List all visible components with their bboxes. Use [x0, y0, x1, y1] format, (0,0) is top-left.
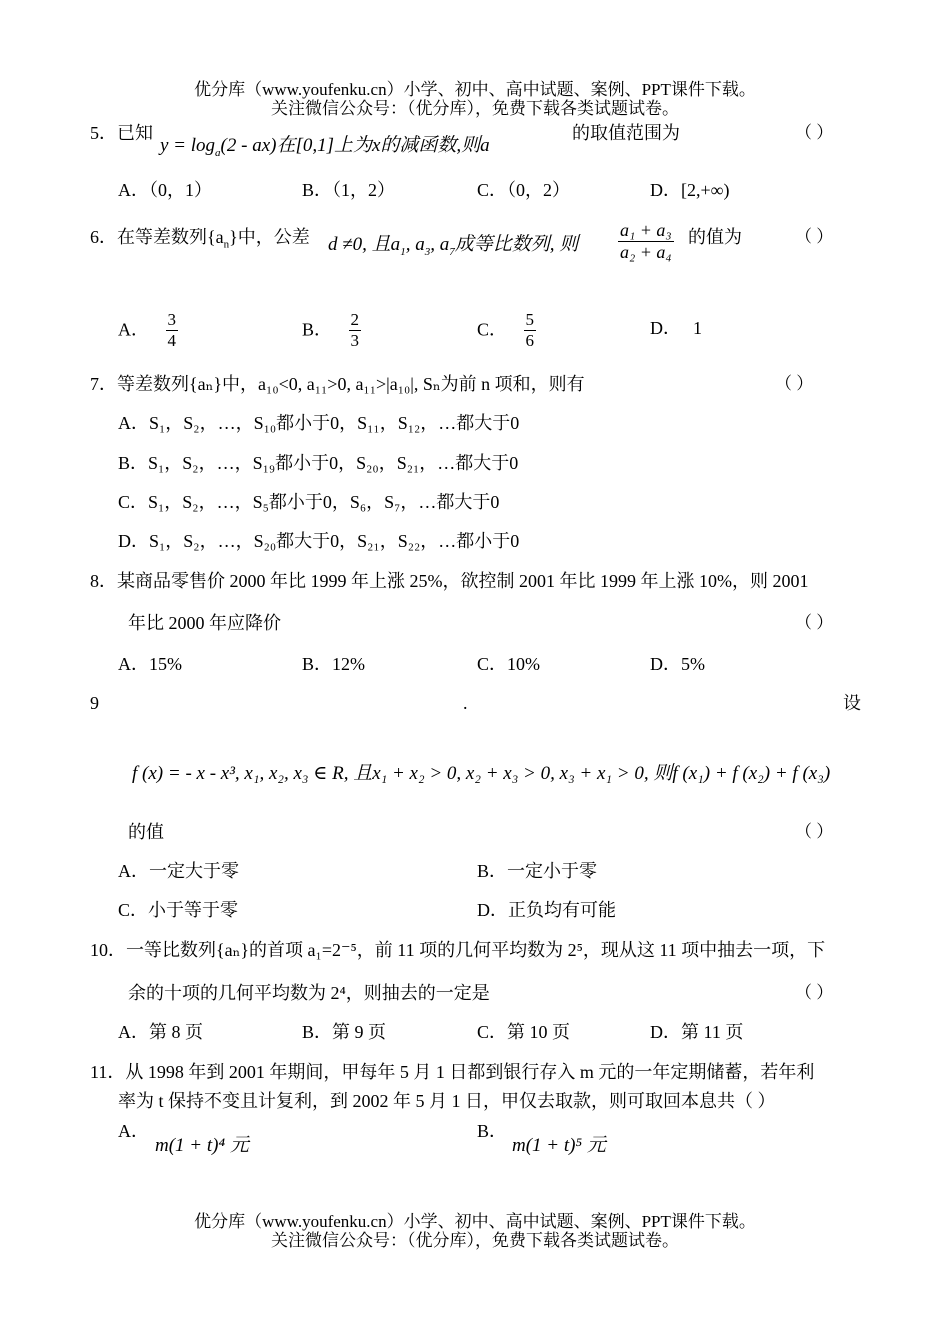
- q7-option-d: D．S₁，S₂，…，S₂₀都大于0，S₂₁，S₂₂，…都小于0: [118, 531, 520, 551]
- q10-answer-paren: （ ）: [795, 983, 834, 1002]
- q11-stem-line1: 11．从 1998 年到 2001 年期间，甲每年 5 月 1 日都到银行存入 m 元的一年定期储蓄，若年利: [90, 1062, 815, 1082]
- q6-stem-suffix: 的值为: [688, 227, 742, 247]
- q10-option-a: A．第 8 页: [118, 1022, 203, 1042]
- q8-answer-paren: （ ）: [795, 613, 834, 632]
- header-line-2: 关注微信公众号：（优分库），免费下载各类试题试卷。: [271, 99, 679, 118]
- header-line-1: 优分库（www.youfenku.cn）小学、初中、高中试题、案例、PPT课件下载。: [194, 80, 756, 99]
- q5-answer-paren: （ ）: [795, 123, 834, 142]
- q7-stem: 7．等差数列{aₙ}中，a₁₀<0, a₁₁>0, a₁₁>|a₁₀|, Sₙ为前 n 项和，则有: [90, 374, 585, 394]
- q7-option-a: A．S₁，S₂，…，S₁₀都小于0，S₁₁，S₁₂，…都大于0: [118, 413, 520, 433]
- q7-option-b: B．S₁，S₂，…，S₁₉都小于0，S₂₀，S₂₁，…都大于0: [118, 453, 519, 473]
- q11-option-a-label: A．: [118, 1121, 149, 1141]
- q8-stem-line1: 8．某商品零售价 2000 年比 1999 年上涨 25%，欲控制 2001 年比 1999 年上涨 10%，则 2001: [90, 571, 809, 591]
- footer-line-2: 关注微信公众号：（优分库），免费下载各类试题试卷。: [271, 1231, 679, 1250]
- q7-option-c: C．S₁，S₂，…，S₅都小于0，S₆，S₇，…都大于0: [118, 492, 500, 512]
- q9-option-b: B．一定小于零: [477, 861, 598, 881]
- q11-option-b-formula: m(1 + t)⁵ 元: [512, 1135, 606, 1156]
- q7-answer-paren: （ ）: [775, 374, 814, 393]
- q10-option-c: C．第 10 页: [477, 1022, 571, 1042]
- q6-fraction-numerator: a₁ + a₃: [620, 220, 672, 240]
- q6-option-d: D． 1: [650, 318, 702, 338]
- q5-option-b: B．（1，2）: [302, 180, 396, 200]
- q9-option-a: A．一定大于零: [118, 861, 239, 881]
- q8-option-b: B．12%: [302, 654, 365, 674]
- q5-option-c: C．（0，2）: [477, 180, 571, 200]
- q6-answer-paren: （ ）: [795, 227, 834, 246]
- q9-she: 设: [843, 693, 861, 713]
- q5-formula: $y = \log_a(2 - ax)$在[0,1]上为x的减函数,则a: [160, 135, 490, 159]
- q8-stem-line2: 年比 2000 年应降价: [128, 613, 281, 633]
- q10-option-b: B．第 9 页: [302, 1022, 387, 1042]
- q9-formula: f (x) = - x - x³, x₁, x₂, x₃ ∈ R, 且x₁ + x₂ > 0, x₂ + x₃ > 0, x₃ + x₁ > 0, 则f (x₁) + f (x₂) + f (x₃): [132, 763, 831, 784]
- q5-stem-suffix: 的取值范围为: [572, 123, 680, 143]
- q8-option-a: A．15%: [118, 654, 182, 674]
- q10-option-d: D．第 11 页: [650, 1022, 744, 1042]
- q8-option-c: C．10%: [477, 654, 540, 674]
- q11-option-a-formula: m(1 + t)⁴ 元: [155, 1135, 249, 1156]
- q6-option-c: C． $\frac{5}{6}$: [477, 310, 535, 350]
- q10-stem-line2: 余的十项的几何平均数为 2⁴，则抽去的一定是: [128, 983, 490, 1003]
- q10-stem-line1: 10．一等比数列{aₙ}的首项 a₁=2⁻⁵，前 11 项的几何平均数为 2⁵，现从这 11 项中抽去一项，下: [90, 940, 826, 960]
- q5-option-a: A．（0，1）: [118, 180, 212, 200]
- q6-stem: 6．在等差数列$\{a_n\}$中，公差: [90, 227, 310, 251]
- footer-line-1: 优分库（www.youfenku.cn）小学、初中、高中试题、案例、PPT课件下载。: [194, 1212, 756, 1231]
- q5-option-d: D．[2,+∞): [650, 180, 730, 200]
- q11-option-b-label: B．: [477, 1121, 508, 1141]
- q8-option-d: D．5%: [650, 654, 705, 674]
- q9-option-d: D．正负均有可能: [477, 900, 616, 920]
- q6-fraction-denominator: a₂ + a₄: [620, 241, 672, 262]
- q6-formula: d ≠0, 且$a_1$, $a_3$, $a_7$成等比数列, 则: [328, 234, 579, 258]
- q9-suffix: 的值: [128, 822, 164, 842]
- q6-fraction: [618, 220, 674, 262]
- q9-option-c: C．小于等于零: [118, 900, 239, 920]
- q5-stem: 5．已知: [90, 123, 153, 143]
- q6-option-b: B． $\frac{2}{3}$: [302, 310, 360, 350]
- q9-number: 9: [90, 693, 99, 713]
- q9-answer-paren: （ ）: [795, 822, 834, 841]
- q9-dot: .: [463, 693, 468, 713]
- q11-stem-line2: 率为 t 保持不变且计复利，到 2002 年 5 月 1 日，甲仅去取款，则可取回本息共（ ）: [118, 1091, 776, 1111]
- q6-option-a: A． $\frac{3}{4}$: [118, 310, 176, 350]
